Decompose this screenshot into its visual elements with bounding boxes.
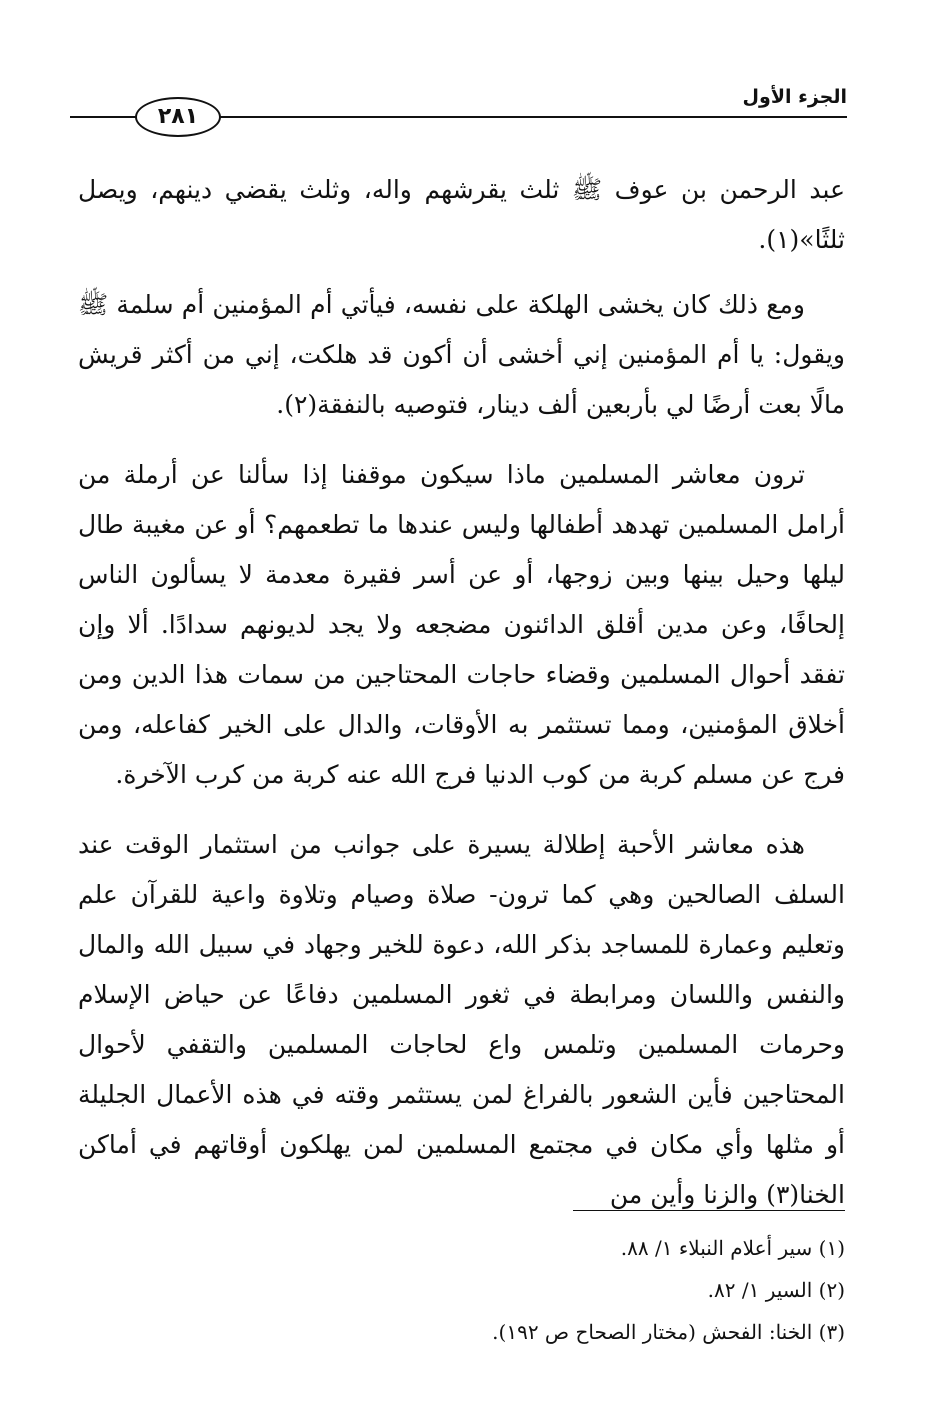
paragraph-3: ترون معاشر المسلمين ماذا سيكون موقفنا إذا سألنا عن أرملة من أرامل المسلمين تهدهد أطفالها وليس عندها ما تطعمهم؟ أو عن مغيبة طال ليلها وحيل بينها وبين زوجها، أو عن أسر فقيرة معدمة لا يسألون الناس إلحافًا، وعن مدين أقلق الدائنون مضجعه ولا يجد لديونهم سدادًا. ألا وإن تفقد أحوال المسلمين وقضاء حاجات المحتاجين من سمات هذا الدين ومن أخلاق المؤمنين، ومما تستثمر به الأوقات، والدال على الخير كفاعله، ومن فرج عن مسلم كربة من كوب الدنيا فرج الله عنه كربة من كرب الآخرة.	[78, 460, 845, 789]
running-title: الجزء الأول	[742, 86, 847, 108]
page-header	[70, 82, 847, 142]
footnote-2: (٢) السير ١/ ٨٢.	[707, 1278, 845, 1302]
page-number: ٢٨١	[135, 97, 221, 137]
body-text	[78, 165, 845, 1220]
paragraph-1: عبد الرحمن بن عوف ﷺ ثلث يقرشهم واله، وثلث يقضي دينهم، ويصل ثلثًا»(١).	[78, 175, 845, 254]
footnote-3: (٣) الخنا: الفحش (مختار الصحاح ص ١٩٢).	[492, 1320, 845, 1344]
footnote-1: (١) سير أعلام النبلاء ١/ ٨٨.	[620, 1236, 845, 1260]
footnote-separator	[573, 1210, 845, 1211]
footnotes	[145, 1210, 845, 1353]
paragraph-4: هذه معاشر الأحبة إطلالة يسيرة على جوانب من استثمار الوقت عند السلف الصالحين وهي كما ترون- صلاة وصيام وتلاوة واعية للقرآن علم وتعليم وعمارة للمساجد بذكر الله، دعوة للخير وجهاد في سبيل الله والمال والنفس واللسان ومرابطة في ثغور المسلمين دفاعًا عن حياض الإسلام وحرمات المسلمين وتلمس واع لحاجات المسلمين والتقفي لأحوال المحتاجين فأين الشعور بالفراغ لمن يستثمر وقته في هذه الأعمال الجليلة أو مثلها وأي مكان في مجتمع المسلمين لمن يهلكون أوقاتهم في أماكن الخنا(٣) والزنا وأين من	[78, 830, 845, 1209]
paragraph-2: ومع ذلك كان يخشى الهلكة على نفسه، فيأتي أم المؤمنين أم سلمة ﷺ ويقول: يا أم المؤمنين إني أخشى أن أكون قد هلكت، إني من أكثر قريش مالًا بعت أرضًا لي بأربعين ألف دينار، فتوصيه بالنفقة(٢).	[78, 290, 845, 419]
